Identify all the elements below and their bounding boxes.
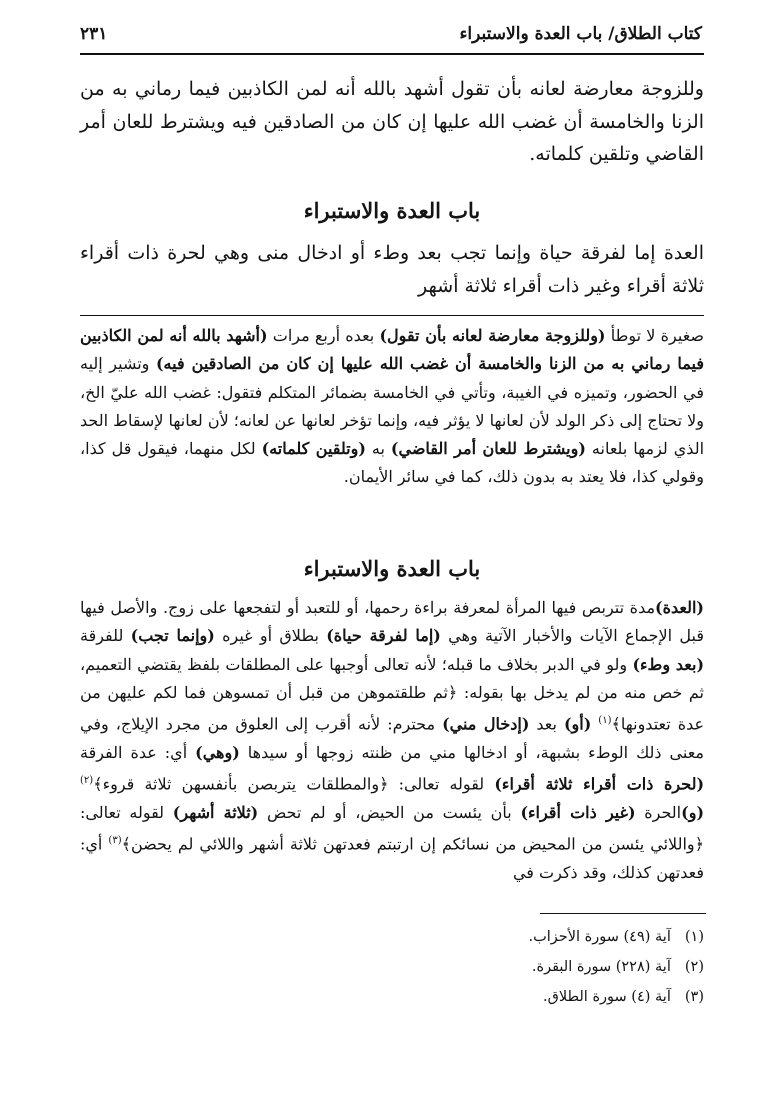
commentary-text: به [365,439,391,459]
footnote-number: (١) [684,929,704,945]
footnote [80,922,704,952]
matn-quote: (إما لفرقة حياة) [326,626,441,646]
running-head-title: كتاب الطلاق/ باب العدة والاستبراء [459,24,702,44]
commentary-section [80,594,704,887]
footnote-text: آية (٢٢٨) سورة البقرة. [531,959,671,975]
commentary-text: مدة تتربص فيها المرأة لمعرفة براءة رحمها، أو للتعبد أو لتفجعها على زوج. والأصل فيها قبل الإجماع الآيات والأخبار الآتية وهي [80,598,705,646]
footnote-rule [540,913,706,914]
commentary-text: أي: عدة الفرقة [80,742,196,762]
matn-section [80,237,704,302]
matn-quote: (وللزوجة معارضة لعانه بأن تقول) [379,326,606,345]
commentary-text: لكل منهما، فيقول قل كذا، وقولي كذا، فلا يعتد به بدون ذلك، كما في سائر الأيمان. [80,439,704,487]
commentary-section-title: باب العدة والاستبراء [303,556,481,581]
matn-line: وللزوجة معارضة لعانه بأن تقول أشهد بالله أنه لمن الكاذبين فيما رماني به من الزنا [80,78,705,133]
page-number: ٢٣١ [80,24,108,44]
commentary-text: محترم: لأنه أقرب إلى العلوق من مجرد الإيلاج، وفي معنى ذلك الوطء بشبهة، أو ادخالها مني من ظنته زوجها أو سيدها [80,714,704,762]
footnote-marker: (٢) [80,775,94,787]
footnote [80,952,704,982]
commentary-text: لقوله تعالى: ﴿واللائي يئسن من المحيض من نسائكم إن ارتبتم فعدتهن ثلاثة أشهر واللائي لم يحضن﴾ [80,802,705,854]
matn-quote: (ثلاثة أشهر) [172,802,259,822]
matn-quote: (بعد وطء) [632,654,705,674]
commentary-text: صغيرة لا توطأ [605,326,704,345]
commentary-text: للفرقة [80,626,131,646]
commentary-text: وتشير إليه في الحضور، وتميزه في الغيبة، وتأتي في الخامسة بضمائر المتكلم فتقول: غضب الله عليّ الخ، ولا تحتاج إلى ذكر الولد لأن لعانها لا يؤثر فيه، وإنما تؤخر لعانها عن لعانه؛ لأن لعانها لإسقاط الحد الذي لزمها بلعانه [80,354,705,459]
matn-quote: (و) [681,802,705,822]
commentary-text: بطلاق أو غيره [214,626,327,646]
footnote-marker: (١) [598,715,612,727]
matn-quote: (ويشترط للعان أمر القاضي) [390,439,586,459]
matn-line: والخامسة أن غضب الله عليها إن كان من الصادقين فيه ويشترط للعان أمر القاضي [80,110,704,165]
footnote-marker: (٣) [108,835,122,847]
commentary-text: بعده أربع مرات [267,326,380,345]
running-head [80,18,702,50]
footnote [80,982,704,1012]
matn-quote: (أو) [563,714,592,734]
footnote-number: (٣) [684,989,704,1005]
matn-quote: (لحرة ذات أقراء ثلاثة أقراء) [494,774,705,794]
matn-top [80,73,704,171]
matn-quote: (إدخال مني) [442,714,530,734]
matn-commentary-divider [80,315,704,316]
matn-quote: (أشهد بالله أنه لمن الكاذبين فيما رماني به من الزنا والخامسة أن غضب الله عليها إن كان من الصادقين فيه) [80,326,705,374]
matn-quote: (وتلقين كلماته) [261,439,366,459]
footnote-number: (٢) [684,959,704,975]
header-rule [80,53,704,55]
matn-line: ثلاثة أقراء وغير ذات أقراء ثلاثة أشهر [418,274,704,297]
commentary-text: ولو في الدبر بخلاف ما قبله؛ لأنه تعالى أوجبها على المطلقات بلفظ يقتضي التعميم، ثم خص منه من لم يدخل بها بقوله: ﴿ثم طلقتموهن من قبل أن تمسوهن فما لكم عليهن من عدة تعتدونها﴾ [80,654,705,734]
footnotes [80,922,704,1012]
matn-quote: (غير ذات أقراء) [520,802,636,822]
matn-line: العدة إما لفرقة حياة وإنما تجب بعد وطء أو ادخال منى وهي لحرة ذات أقراء [80,242,704,264]
commentary-text: الحرة [635,802,682,822]
matn-section-title: باب العدة والاستبراء [303,198,481,223]
commentary-text: أي: فعدتهن كذلك، وقد ذكرت في [80,834,704,882]
matn-quote: (وهي) [195,742,240,762]
commentary-text: لقوله تعالى: ﴿والمطلقات يتربصن بأنفسهن ثلاثة قروء﴾ [93,774,495,794]
matn-quote: (وإنما تجب) [130,626,215,646]
footnote-text: آية (٤٩) سورة الأحزاب. [528,929,671,945]
matn-line: وتلقين كلماته. [529,143,640,165]
commentary-text: بعد [529,714,564,734]
commentary-text: بأن يئست من الحيض، أو لم تحض [258,802,521,822]
footnote-text: آية (٤) سورة الطلاق. [542,989,671,1005]
matn-quote: (العدة) [655,598,704,617]
commentary-top [80,322,704,492]
